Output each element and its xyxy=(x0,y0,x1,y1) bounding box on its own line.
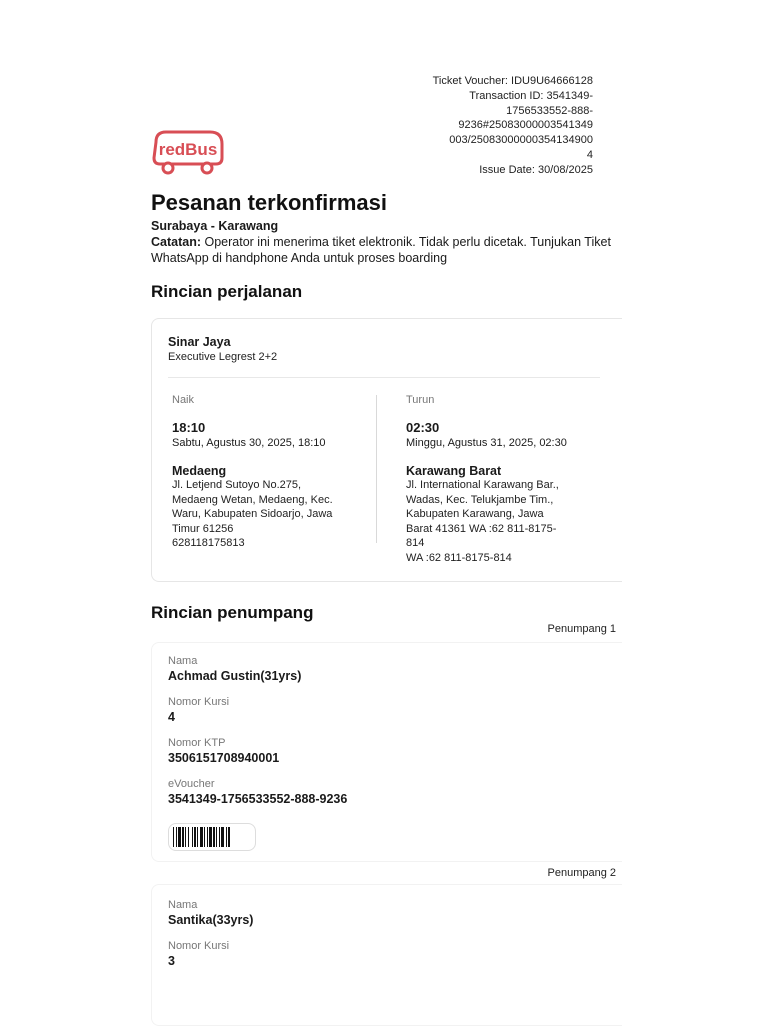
voucher-line: Ticket Voucher: IDU9U64666128 xyxy=(432,75,593,87)
passenger-1-tag: Penumpang 1 xyxy=(547,623,616,635)
departure-phone: 628118175813 xyxy=(172,537,245,549)
name-field xyxy=(168,899,253,927)
departure-label: Naik xyxy=(172,394,195,406)
divider xyxy=(168,377,600,378)
address-line: Jl. International Karawang Bar., xyxy=(406,479,559,491)
ktp-field xyxy=(168,737,279,765)
arrival-place: Karawang Barat xyxy=(406,463,502,478)
name-field xyxy=(168,655,301,683)
passenger-card xyxy=(151,642,622,862)
bus-class: Executive Legrest 2+2 xyxy=(168,351,278,363)
departure-date: Sabtu, Agustus 30, 2025, 18:10 xyxy=(172,437,326,449)
note-text: Operator ini menerima tiket elektronik. Tidak perlu dicetak. Tunjukan Tiket WhatsApp di handphone Anda untuk proses boarding xyxy=(151,235,611,265)
arrival-label: Turun xyxy=(406,394,435,406)
departure-section xyxy=(172,393,352,551)
address-line: Timur 61256 xyxy=(172,522,234,535)
passenger-name: Achmad Gustin(31yrs) xyxy=(168,669,302,683)
page-title: Pesanan terkonfirmasi xyxy=(151,190,387,215)
address-line: Kabupaten Karawang, Jawa xyxy=(406,508,544,520)
trip-details-heading: Rincian perjalanan xyxy=(151,282,303,301)
column-divider xyxy=(376,395,377,543)
passenger-card xyxy=(151,884,622,1026)
address-line: Barat 41361 WA :62 811-8175- xyxy=(406,522,557,535)
passenger-name: Santika(33yrs) xyxy=(168,913,254,927)
route-text: Surabaya - Karawang xyxy=(151,219,279,233)
ticket-voucher-info xyxy=(400,74,593,178)
arrival-phone: WA :62 811-8175-814 xyxy=(406,551,512,564)
evoucher-field xyxy=(168,778,347,806)
booking-note xyxy=(151,235,621,266)
ktp-number: 3506151708940001 xyxy=(168,751,280,765)
trip-card xyxy=(151,318,622,582)
seat-number: 3 xyxy=(168,954,175,968)
evoucher-label: eVoucher xyxy=(168,778,215,790)
passenger-details-heading: Rincian penumpang xyxy=(151,603,314,622)
seat-field xyxy=(168,940,229,968)
operator-name: Sinar Jaya xyxy=(168,335,231,349)
address-line: Jl. Letjend Sutoyo No.275, xyxy=(172,479,302,491)
name-label: Nama xyxy=(168,655,198,667)
arrival-time: 02:30 xyxy=(406,419,440,435)
issue-date: Issue Date: 30/08/2025 xyxy=(479,163,593,176)
arrival-address xyxy=(406,478,586,565)
redbus-logo xyxy=(150,128,225,176)
passenger-2-tag: Penumpang 2 xyxy=(547,867,616,879)
voucher-line: 9236#25083000003541349 xyxy=(458,119,593,132)
note-label: Catatan: xyxy=(151,235,202,249)
arrival-date: Minggu, Agustus 31, 2025, 02:30 xyxy=(406,437,567,449)
departure-address xyxy=(172,478,352,551)
departure-time: 18:10 xyxy=(172,419,206,435)
voucher-line: 003/25083000000354134900 xyxy=(449,134,593,147)
departure-place: Medaeng xyxy=(172,463,227,478)
address-line: Waru, Kabupaten Sidoarjo, Jawa xyxy=(172,508,333,520)
seat-label: Nomor Kursi xyxy=(168,940,230,952)
name-label: Nama xyxy=(168,899,198,911)
address-line: Medaeng Wetan, Medaeng, Kec. xyxy=(172,493,333,506)
voucher-line: 1756533552-888- xyxy=(506,104,593,117)
svg-text:redBus: redBus xyxy=(158,140,218,159)
seat-field xyxy=(168,696,229,724)
voucher-line: Transaction ID: 3541349- xyxy=(469,89,593,102)
barcode-icon xyxy=(168,823,256,851)
seat-label: Nomor Kursi xyxy=(168,696,230,708)
arrival-section xyxy=(406,393,586,565)
evoucher-number: 3541349-1756533552-888-9236 xyxy=(168,792,348,806)
address-line: 814 xyxy=(406,537,425,549)
seat-number: 4 xyxy=(168,710,175,724)
voucher-line: 4 xyxy=(586,148,593,161)
address-line: Wadas, Kec. Telukjambe Tim., xyxy=(406,493,554,506)
ktp-label: Nomor KTP xyxy=(168,737,226,749)
